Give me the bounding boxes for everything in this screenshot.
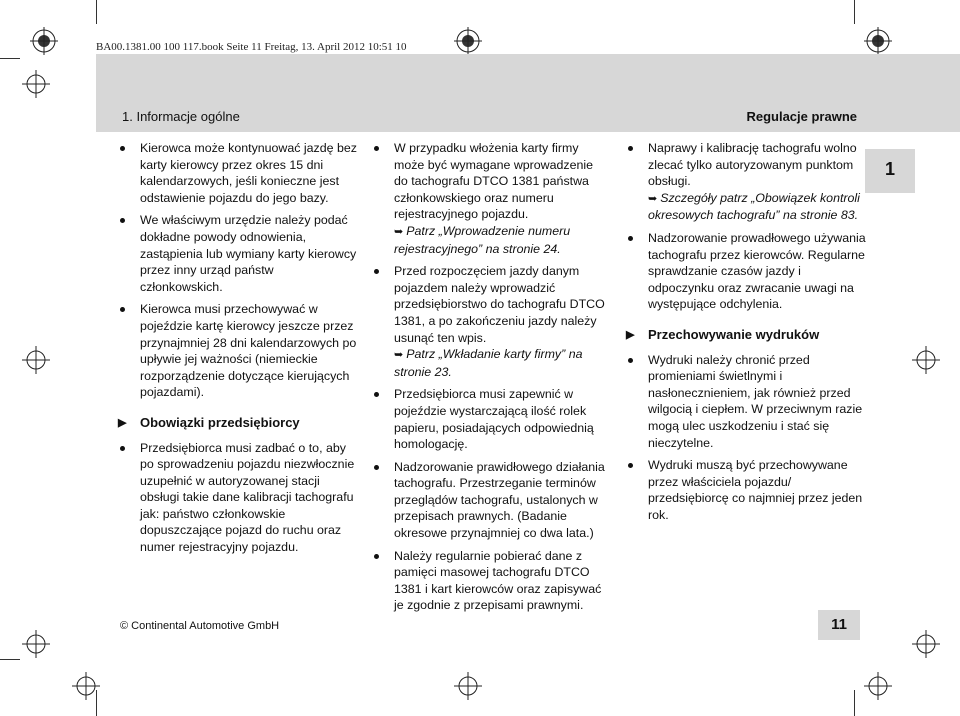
- page-number-box: [818, 610, 860, 640]
- column-2: [372, 140, 610, 620]
- list-item-text: Przed rozpoczęciem jazdy danym pojazdem należy wprowadzić przedsiębiorstwo do tachografu DTCO 1381, a po zakończeniu jazdy należy usunąć ten wpis.: [394, 264, 605, 345]
- list-item: Przedsiębiorca musi zapewnić w pojeździe wystarczającą ilość rolek papieru, posiadających odpowiednią homologację.: [372, 386, 610, 452]
- registration-mark-left-lower: [22, 630, 50, 658]
- section-heading-obowiazki: [118, 415, 358, 432]
- column-1: [118, 140, 358, 562]
- crop-line-right-bottom: [854, 690, 855, 716]
- footer-copyright: © Continental Automotive GmbH: [120, 620, 280, 632]
- registration-mark-left-middle: [22, 346, 50, 374]
- chapter-title: 1. Informacje ogólne: [122, 109, 240, 124]
- crop-line-right-top: [854, 0, 855, 24]
- registration-mark-bottom-right: [864, 672, 892, 700]
- list-item: [372, 140, 610, 257]
- arrow-right-icon: ➥: [394, 225, 404, 238]
- registration-mark-top-left: [30, 27, 58, 55]
- list-item: Przedsiębiorca musi zadbać o to, aby po sprowadzeniu pojazdu niezwłocznie uzupełnić w autoryzowanej stacji obsługi takie dane kalibracji tachografu jak: państwo członkowskie dopuszczające pojazd do ruchu oraz numer rejestracyjny pojazdu.: [118, 440, 358, 556]
- triangle-bullet-icon: ▶: [118, 416, 127, 429]
- triangle-bullet-icon: ▶: [626, 328, 635, 341]
- column-3: [626, 140, 866, 529]
- header-band: [96, 54, 960, 132]
- arrow-right-icon: ➥: [648, 192, 658, 205]
- crop-line-left-upper: [0, 58, 20, 59]
- cross-reference-text: Patrz „Wkładanie karty firmy” na stronie 23.: [394, 347, 583, 379]
- chapter-tab: [865, 149, 915, 193]
- list-item: Kierowca może kontynuować jazdę bez karty kierowcy przez okres 15 dni kalendarzowych, jeśli konieczne jest odstawienie pojazdu do jego bazy.: [118, 140, 358, 206]
- list-item: Nadzorowanie prawidłowego działania tachografu. Przestrzeganie terminów przeglądów tachografu, ustalonych w przepisach prawnych. (Badanie okresowe przynajmniej co dwa lata.): [372, 459, 610, 542]
- list-item: Nadzorowanie prowadłowego używania tachografu przez kierowców. Regularne sprawdzanie czasów jazdy i odpoczynku oraz zwracanie uwagi na występujące odchylenia.: [626, 230, 866, 313]
- list-item-text: Naprawy i kalibrację tachografu wolno zlecać tylko autoryzowanym punktom obsługi.: [648, 141, 857, 189]
- crop-line-left-top: [96, 0, 97, 24]
- list-item: Wydruki należy chronić przed promieniami świetlnymi i nasłonecznieniem, jak również przed wilgocią i ciepłem. W przeciwnym razie mogą ulec uszkodzeniu i stać się nieczytelne.: [626, 352, 866, 452]
- list-item: Kierowca musi przechowywać w pojeździe kartę kierowcy jeszcze przez przynajmniej 28 dni kalendarzowych po upływie jej ważności (niemieckie rozporządzenie dotyczące kierujących pojazdami).: [118, 301, 358, 401]
- registration-mark-bottom-center: [454, 672, 482, 700]
- arrow-right-icon: ➥: [394, 349, 404, 362]
- chapter-tab-number: 1: [884, 159, 895, 179]
- list-item: [626, 140, 866, 224]
- section-heading-right: Regulacje prawne: [746, 109, 857, 124]
- section-heading-przechowywanie: [626, 327, 866, 344]
- cross-reference[interactable]: [394, 346, 610, 380]
- crop-line-left-bottom: [96, 690, 97, 716]
- registration-mark-right-lower: [912, 630, 940, 658]
- cross-reference-text: Patrz „Wprowadzenie numeru rejestracyjnego” na stronie 24.: [394, 223, 571, 256]
- registration-mark-right-middle: [912, 346, 940, 374]
- crop-line-left-lower: [0, 659, 20, 660]
- cross-reference[interactable]: [394, 223, 610, 257]
- cross-reference[interactable]: [648, 190, 866, 224]
- registration-mark-left-upper: [22, 70, 50, 98]
- print-info-line: BA00.1381.00 100 117.book Seite 11 Freitag, 13. April 2012 10:51 10: [96, 41, 407, 53]
- section-title: Obowiązki przedsiębiorcy: [140, 414, 300, 430]
- section-title: Przechowywanie wydruków: [648, 326, 820, 342]
- list-item: We właściwym urzędzie należy podać dokładne powody odnowienia, zastąpienia lub wymiany karty kierowcy przez inny urząd państw członkowskich.: [118, 212, 358, 295]
- list-item: [372, 263, 610, 380]
- page-number: 11: [831, 616, 847, 633]
- list-item-text: W przypadku włożenia karty firmy może być wymagane wprowadzenie do tachografu DTCO 1381 państwa członkowskiego oraz numeru rejestracyjnego pojazdu.: [394, 141, 594, 222]
- registration-mark-top-right: [864, 27, 892, 55]
- cross-reference-text: Szczegóły patrz „Obowiązek kontroli okresowych tachografu” na stronie 83.: [648, 190, 860, 223]
- list-item: Należy regularnie pobierać dane z pamięci masowej tachografu DTCO 1381 i kart kierowców oraz zapisywać je zgodnie z przepisami prawnymi.: [372, 548, 610, 614]
- registration-mark-top-center: [454, 27, 482, 55]
- list-item: Wydruki muszą być przechowywane przez właściciela pojazdu/ przedsiębiorcę co najmniej przez jeden rok.: [626, 457, 866, 523]
